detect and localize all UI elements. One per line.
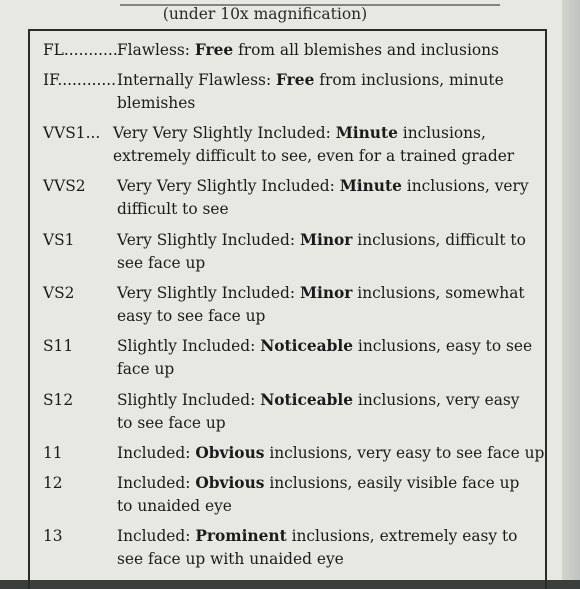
grade-code: S12 bbox=[43, 391, 74, 409]
grade-code: VVS2 bbox=[43, 177, 86, 195]
grade-description bbox=[117, 39, 537, 62]
grade-code: IF............ bbox=[43, 71, 117, 89]
grade-code: S11 bbox=[43, 337, 74, 355]
grade-detail: inclusions, very easy to see face up bbox=[117, 391, 520, 432]
grade-keyword: Minute bbox=[335, 124, 398, 142]
grade-detail: inclusions, difficult to see face up bbox=[117, 231, 526, 272]
grade-keyword: Prominent bbox=[195, 527, 287, 545]
grade-keyword: Minor bbox=[299, 231, 353, 249]
grade-label: Very Slightly Included: bbox=[117, 284, 300, 302]
grade-code: 12 bbox=[43, 474, 63, 492]
page-edge bbox=[562, 0, 580, 580]
grade-description bbox=[117, 525, 547, 571]
grade-detail: inclusions, easy to see face up bbox=[117, 337, 533, 378]
grade-description bbox=[117, 282, 537, 328]
grade-detail: inclusions, extremely easy to see face up with unaided eye bbox=[117, 527, 518, 568]
grade-description bbox=[117, 335, 537, 381]
grade-label: Very Very Slightly Included: bbox=[117, 177, 340, 195]
grade-label: Included: bbox=[117, 474, 196, 492]
grade-detail: from all blemishes and inclusions bbox=[233, 41, 499, 59]
grade-detail: inclusions, very easy to see face up bbox=[264, 444, 545, 462]
grade-label: Flawless: bbox=[117, 41, 195, 59]
grade-keyword: Free bbox=[276, 71, 315, 89]
grade-keyword: Minute bbox=[339, 177, 402, 195]
grade-code: 13 bbox=[43, 527, 63, 545]
subtitle: (under 10x magnification) bbox=[162, 5, 368, 23]
grade-code: VVS1... bbox=[43, 124, 101, 142]
grade-label: Slightly Included: bbox=[117, 337, 261, 355]
grade-description bbox=[117, 69, 537, 115]
grade-code: VS1 bbox=[43, 231, 75, 249]
grade-label: Very Slightly Included: bbox=[117, 231, 300, 249]
grade-keyword: Noticeable bbox=[260, 391, 354, 409]
grade-code: FL........... bbox=[43, 41, 118, 59]
grade-detail: inclusions, extremely difficult to see, even for a trained grader bbox=[113, 124, 515, 165]
grade-description bbox=[117, 442, 557, 465]
grade-label: Internally Flawless: bbox=[117, 71, 277, 89]
grade-description bbox=[117, 472, 537, 518]
grade-description bbox=[113, 122, 537, 168]
grade-label: Very Very Slightly Included: bbox=[113, 124, 336, 142]
grade-keyword: Free bbox=[194, 41, 234, 59]
grade-keyword: Noticeable bbox=[260, 337, 354, 355]
grade-code: VS2 bbox=[43, 284, 75, 302]
grade-label: Included: bbox=[117, 527, 196, 545]
grade-detail: inclusions, easily visible face up to unaided eye bbox=[117, 474, 520, 515]
grade-keyword: Minor bbox=[299, 284, 353, 302]
grade-label: Included: bbox=[117, 444, 196, 462]
grade-description bbox=[117, 229, 537, 275]
grade-detail: from inclusions, minute blemishes bbox=[117, 71, 504, 112]
grade-keyword: Obvious bbox=[195, 474, 265, 492]
grade-description bbox=[117, 389, 537, 435]
grade-description bbox=[117, 175, 537, 221]
grade-detail: inclusions, somewhat easy to see face up bbox=[117, 284, 525, 325]
grade-detail: inclusions, very difficult to see bbox=[117, 177, 529, 218]
grade-label: Slightly Included: bbox=[117, 391, 261, 409]
grade-code: 11 bbox=[43, 444, 63, 462]
grade-keyword: Obvious bbox=[195, 444, 265, 462]
